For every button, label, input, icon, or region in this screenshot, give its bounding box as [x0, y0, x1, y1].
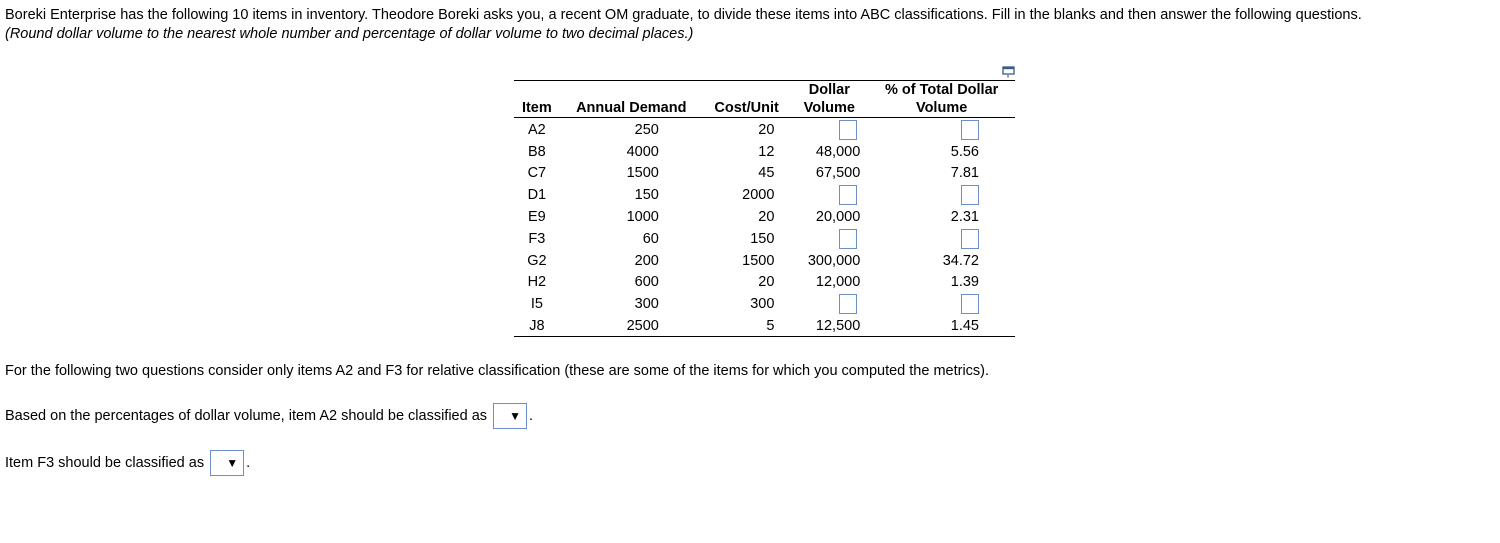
annual-demand-cell: 300	[634, 295, 659, 312]
pct-dollar-volume-cell	[868, 118, 1015, 142]
cost-unit-cell: 300	[750, 295, 775, 312]
annual-demand-cell: 150	[634, 186, 659, 203]
pct-dollar-volume-cell: 1.39	[950, 273, 979, 290]
table-row	[514, 271, 1015, 292]
question-f3	[5, 450, 250, 476]
annual-demand-cell: 60	[642, 230, 659, 247]
problem-text: Boreki Enterprise has the following 10 items in inventory. Theodore Boreki asks you, a recent OM graduate, to divide these items into ABC classifications. Fill in the blanks and then answer the following questions.	[5, 7, 1362, 23]
dollar-volume-cell	[790, 292, 868, 315]
table-row	[514, 118, 1015, 142]
table-header-row-1	[514, 81, 1015, 100]
dollar-volume-cell-input[interactable]	[839, 185, 857, 205]
question-f3-label: Item F3 should be classified as	[5, 455, 205, 471]
annual-demand-cell: 1000	[626, 208, 659, 225]
dollar-volume-cell: 20,000	[815, 208, 861, 225]
dollar-volume-cell: 48,000	[815, 143, 861, 160]
item-cell: B8	[527, 143, 546, 160]
pct-dollar-volume-cell: 5.56	[950, 143, 979, 160]
annual-demand-cell: 600	[634, 273, 659, 290]
header-pct-line1: % of Total Dollar	[884, 82, 999, 98]
item-cell: I5	[530, 295, 543, 312]
item-cell: E9	[527, 208, 546, 225]
item-cell: F3	[528, 230, 546, 247]
item-cell: D1	[527, 186, 547, 203]
inventory-table-container	[514, 66, 1015, 337]
item-cell: H2	[527, 273, 547, 290]
table-row	[514, 162, 1015, 183]
cost-unit-cell: 1500	[742, 252, 775, 269]
pct-dollar-volume-cell: 7.81	[950, 164, 979, 181]
dropdown-arrow-icon: ▼	[509, 409, 522, 423]
annual-demand-cell: 1500	[626, 164, 659, 181]
table-row	[514, 315, 1015, 337]
cost-unit-cell: 45	[758, 164, 775, 181]
header-cost-unit: Cost/Unit	[703, 99, 791, 118]
header-pct-line2: Volume	[868, 99, 1015, 118]
annual-demand-cell: 4000	[626, 143, 659, 160]
pct-dollar-volume-cell	[868, 227, 1015, 250]
question-a2-label: Based on the percentages of dollar volume, item A2 should be classified as	[5, 408, 488, 424]
period: .	[529, 408, 534, 424]
dollar-volume-cell: 12,000	[815, 273, 861, 290]
questions-intro: For the following two questions consider only items A2 and F3 for relative classification (these are some of the items for which you computed the metrics).	[5, 363, 990, 379]
dropdown-arrow-icon: ▼	[226, 456, 239, 470]
annual-demand-cell: 2500	[626, 317, 659, 334]
problem-statement	[5, 6, 1495, 44]
header-item: Item	[514, 99, 560, 118]
dollar-volume-cell-input[interactable]	[839, 120, 857, 140]
header-dollar-volume-line1: Dollar	[808, 82, 850, 98]
dollar-volume-cell	[790, 118, 868, 142]
dollar-volume-cell-input[interactable]	[839, 294, 857, 314]
f3-classification-dropdown[interactable]	[210, 450, 244, 476]
a2-classification-dropdown[interactable]	[493, 403, 527, 429]
dollar-volume-cell	[790, 183, 868, 206]
pct-dollar-volume-cell	[868, 183, 1015, 206]
pct-dollar-volume-cell: 2.31	[950, 208, 979, 225]
header-dollar-volume-line2: Volume	[790, 99, 868, 118]
item-cell: G2	[527, 252, 547, 269]
item-cell: C7	[527, 164, 547, 181]
question-a2	[5, 403, 533, 429]
table-row	[514, 227, 1015, 250]
dollar-volume-cell: 67,500	[815, 164, 861, 181]
pct-dollar-volume-cell-input[interactable]	[961, 185, 979, 205]
inventory-table	[514, 80, 1015, 337]
table-body	[514, 118, 1015, 337]
dollar-volume-cell: 12,500	[815, 317, 861, 334]
cost-unit-cell: 20	[758, 273, 775, 290]
cost-unit-cell: 20	[758, 121, 775, 138]
cost-unit-cell: 150	[750, 230, 775, 247]
cost-unit-cell: 12	[758, 143, 775, 160]
cost-unit-cell: 5	[766, 317, 775, 334]
dollar-volume-cell: 300,000	[807, 252, 861, 269]
pct-dollar-volume-cell-input[interactable]	[961, 229, 979, 249]
period: .	[246, 455, 251, 471]
annual-demand-cell: 250	[634, 121, 659, 138]
annual-demand-cell: 200	[634, 252, 659, 269]
table-row	[514, 183, 1015, 206]
table-row	[514, 206, 1015, 227]
dollar-volume-cell-input[interactable]	[839, 229, 857, 249]
table-header-row-2	[514, 99, 1015, 118]
rounding-note: (Round dollar volume to the nearest whole number and percentage of dollar volume to two decimal places.)	[5, 26, 694, 42]
pct-dollar-volume-cell	[868, 292, 1015, 315]
cost-unit-cell: 2000	[742, 186, 775, 203]
pct-dollar-volume-cell-input[interactable]	[961, 294, 979, 314]
pct-dollar-volume-cell: 34.72	[942, 252, 979, 269]
item-cell: J8	[529, 317, 545, 334]
table-row	[514, 141, 1015, 162]
expand-window-icon[interactable]	[1002, 66, 1015, 78]
table-row	[514, 292, 1015, 315]
cost-unit-cell: 20	[758, 208, 775, 225]
pct-dollar-volume-cell: 1.45	[950, 317, 979, 334]
header-annual-demand: Annual Demand	[560, 99, 703, 118]
item-cell: A2	[527, 121, 546, 138]
pct-dollar-volume-cell-input[interactable]	[961, 120, 979, 140]
table-row	[514, 250, 1015, 271]
dollar-volume-cell	[790, 227, 868, 250]
